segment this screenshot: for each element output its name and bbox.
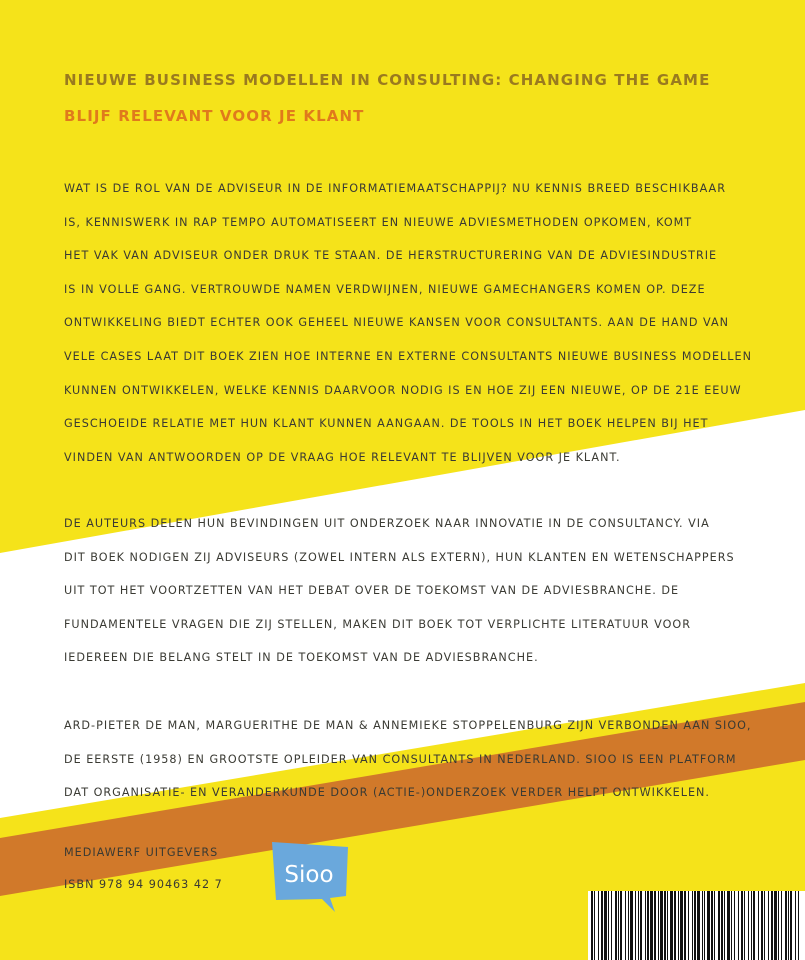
barcode-bar	[751, 891, 752, 960]
barcode-bar	[761, 891, 763, 960]
barcode-bar	[645, 891, 646, 960]
barcode-bar	[753, 891, 755, 960]
text-line: VINDEN VAN ANTWOORDEN OP DE VRAAG HOE RELEVANT TE BLIJVEN VOOR JE KLANT.	[64, 450, 621, 464]
text-line: FUNDAMENTELE VRAGEN DIE ZIJ STELLEN, MAKEN DIT BOEK TOT VERPLICHTE LITERATUUR VOOR	[64, 617, 691, 631]
barcode-bar	[692, 891, 693, 960]
logo-text: Sioo	[284, 862, 334, 888]
author-bio-paragraph	[64, 709, 764, 810]
book-title: NIEUWE BUSINESS MODELLEN IN CONSULTING: CHANGING THE GAME	[64, 71, 711, 89]
barcode-bar	[714, 891, 715, 960]
barcode-bar	[670, 891, 673, 960]
barcode-bar	[660, 891, 663, 960]
text-line: UIT TOT HET VOORTZETTEN VAN HET DEBAT OVER DE TOEKOMST VAN DE ADVIESBRANCHE. DE	[64, 584, 680, 598]
barcode-bar	[744, 891, 745, 960]
barcode-bar	[790, 891, 792, 960]
barcode-bar	[658, 891, 659, 960]
barcode-bar	[781, 891, 782, 960]
barcode-bar	[704, 891, 705, 960]
text-line: ARD-PIETER DE MAN, MARGUERITHE DE MAN & ANNEMIEKE STOPPELENBURG ZIJN VERBONDEN AAN SIOO,	[64, 719, 752, 732]
barcode-bar	[727, 891, 730, 960]
barcode-bar	[718, 891, 720, 960]
barcode-bar	[798, 891, 799, 960]
text-line: ONTWIKKELING BIEDT ECHTER OOK GEHEEL NIEUWE KANSEN VOOR CONSULTANTS. AAN DE HAND VAN	[64, 316, 730, 330]
barcode-bar	[785, 891, 787, 960]
barcode-bar	[654, 891, 656, 960]
barcode-bar	[788, 891, 789, 960]
barcode-bar	[711, 891, 713, 960]
barcode-bar	[594, 891, 595, 960]
authors-research-paragraph	[64, 507, 764, 675]
barcode-bar	[680, 891, 683, 960]
barcode-bar	[667, 891, 668, 960]
barcode-bar	[628, 891, 629, 960]
barcode-bar	[650, 891, 653, 960]
barcode-bar	[702, 891, 703, 960]
barcode-bar	[738, 891, 739, 960]
isbn-number: ISBN 978 94 90463 42 7	[64, 878, 223, 891]
barcode-bar	[678, 891, 679, 960]
barcode-bar	[771, 891, 773, 960]
barcode-bar	[604, 891, 607, 960]
barcode-bar	[758, 891, 759, 960]
text-line: IS IN VOLLE GANG. VERTROUWDE NAMEN VERDWIJNEN, NIEUWE GAMECHANGERS KOMEN OP. DEZE	[64, 282, 706, 296]
barcode-bar	[664, 891, 666, 960]
barcode-bar	[647, 891, 649, 960]
text-line: IS, KENNISWERK IN RAP TEMPO AUTOMATISEERT EN NIEUWE ADVIESMETHODEN OPKOMEN, KOMT	[64, 215, 693, 229]
barcode-bar	[611, 891, 612, 960]
barcode-bar	[635, 891, 636, 960]
text-line: WAT IS DE ROL VAN DE ADVISEUR IN DE INFORMATIEMAATSCHAPPIJ? NU KENNIS BREED BESCHIKBAAR	[64, 182, 726, 195]
barcode-bar	[620, 891, 622, 960]
barcode-bar	[724, 891, 725, 960]
barcode-bar	[638, 891, 639, 960]
barcode-bar	[707, 891, 710, 960]
barcode-bar	[795, 891, 796, 960]
barcode-bar	[688, 891, 689, 960]
text-line: GESCHOEIDE RELATIE MET HUN KLANT KUNNEN AANGAAN. DE TOOLS IN HET BOEK HELPEN BIJ HET	[64, 417, 709, 431]
barcode-bar	[731, 891, 732, 960]
barcode-bar	[598, 891, 599, 960]
description-paragraph	[64, 172, 764, 474]
barcode-bar	[618, 891, 619, 960]
barcode-bar	[734, 891, 735, 960]
text-line: HET VAK VAN ADVISEUR ONDER DRUK TE STAAN. DE HERSTRUCTURERING VAN DE ADVIESINDUSTRIE	[64, 249, 718, 263]
barcode-bar	[608, 891, 609, 960]
barcode-bar	[615, 891, 617, 960]
barcode-bar	[684, 891, 686, 960]
barcode-bar	[721, 891, 723, 960]
book-subtitle: BLIJF RELEVANT VOOR JE KLANT	[64, 107, 365, 125]
text-line: DIT BOEK NODIGEN ZIJ ADVISEURS (ZOWEL INTERN ALS EXTERN), HUN KLANTEN EN WETENSCHAPPERS	[64, 550, 735, 564]
barcode-bar	[601, 891, 603, 960]
text-line: DAT ORGANISATIE- EN VERANDERKUNDE DOOR (ACTIE-)ONDERZOEK VERDER HELPT ONTWIKKELEN.	[64, 786, 710, 800]
barcode-bar	[694, 891, 696, 960]
barcode	[588, 891, 805, 960]
text-line: VELE CASES LAAT DIT BOEK ZIEN HOE INTERNE EN EXTERNE CONSULTANTS NIEUWE BUSINESS MODELLEN	[64, 349, 752, 363]
barcode-bar	[591, 891, 593, 960]
barcode-bar	[625, 891, 626, 960]
barcode-bar	[630, 891, 633, 960]
sioo-logo	[270, 838, 354, 914]
barcode-bar	[640, 891, 642, 960]
text-line: DE AUTEURS DELEN HUN BEVINDINGEN UIT ONDERZOEK NAAR INNOVATIE IN DE CONSULTANCY. VIA	[64, 517, 710, 530]
barcode-bar	[774, 891, 777, 960]
text-line: IEDEREEN DIE BELANG STELT IN DE TOEKOMST VAN DE ADVIESBRANCHE.	[64, 651, 539, 665]
barcode-bar	[741, 891, 743, 960]
barcode-bar	[778, 891, 779, 960]
barcode-bar	[768, 891, 769, 960]
barcode-bar	[748, 891, 749, 960]
publisher-name: MEDIAWERF UITGEVERS	[64, 846, 219, 859]
text-line: KUNNEN ONTWIKKELEN, WELKE KENNIS DAARVOOR NODIG IS EN HOE ZIJ EEN NIEUWE, OP DE 21E EEUW	[64, 383, 742, 397]
text-line: DE EERSTE (1958) EN GROOTSTE OPLEIDER VAN CONSULTANTS IN NEDERLAND. SIOO IS EEN PLATFORM	[64, 752, 737, 766]
barcode-bar	[674, 891, 676, 960]
barcode-bar	[697, 891, 700, 960]
barcode-bar	[764, 891, 765, 960]
